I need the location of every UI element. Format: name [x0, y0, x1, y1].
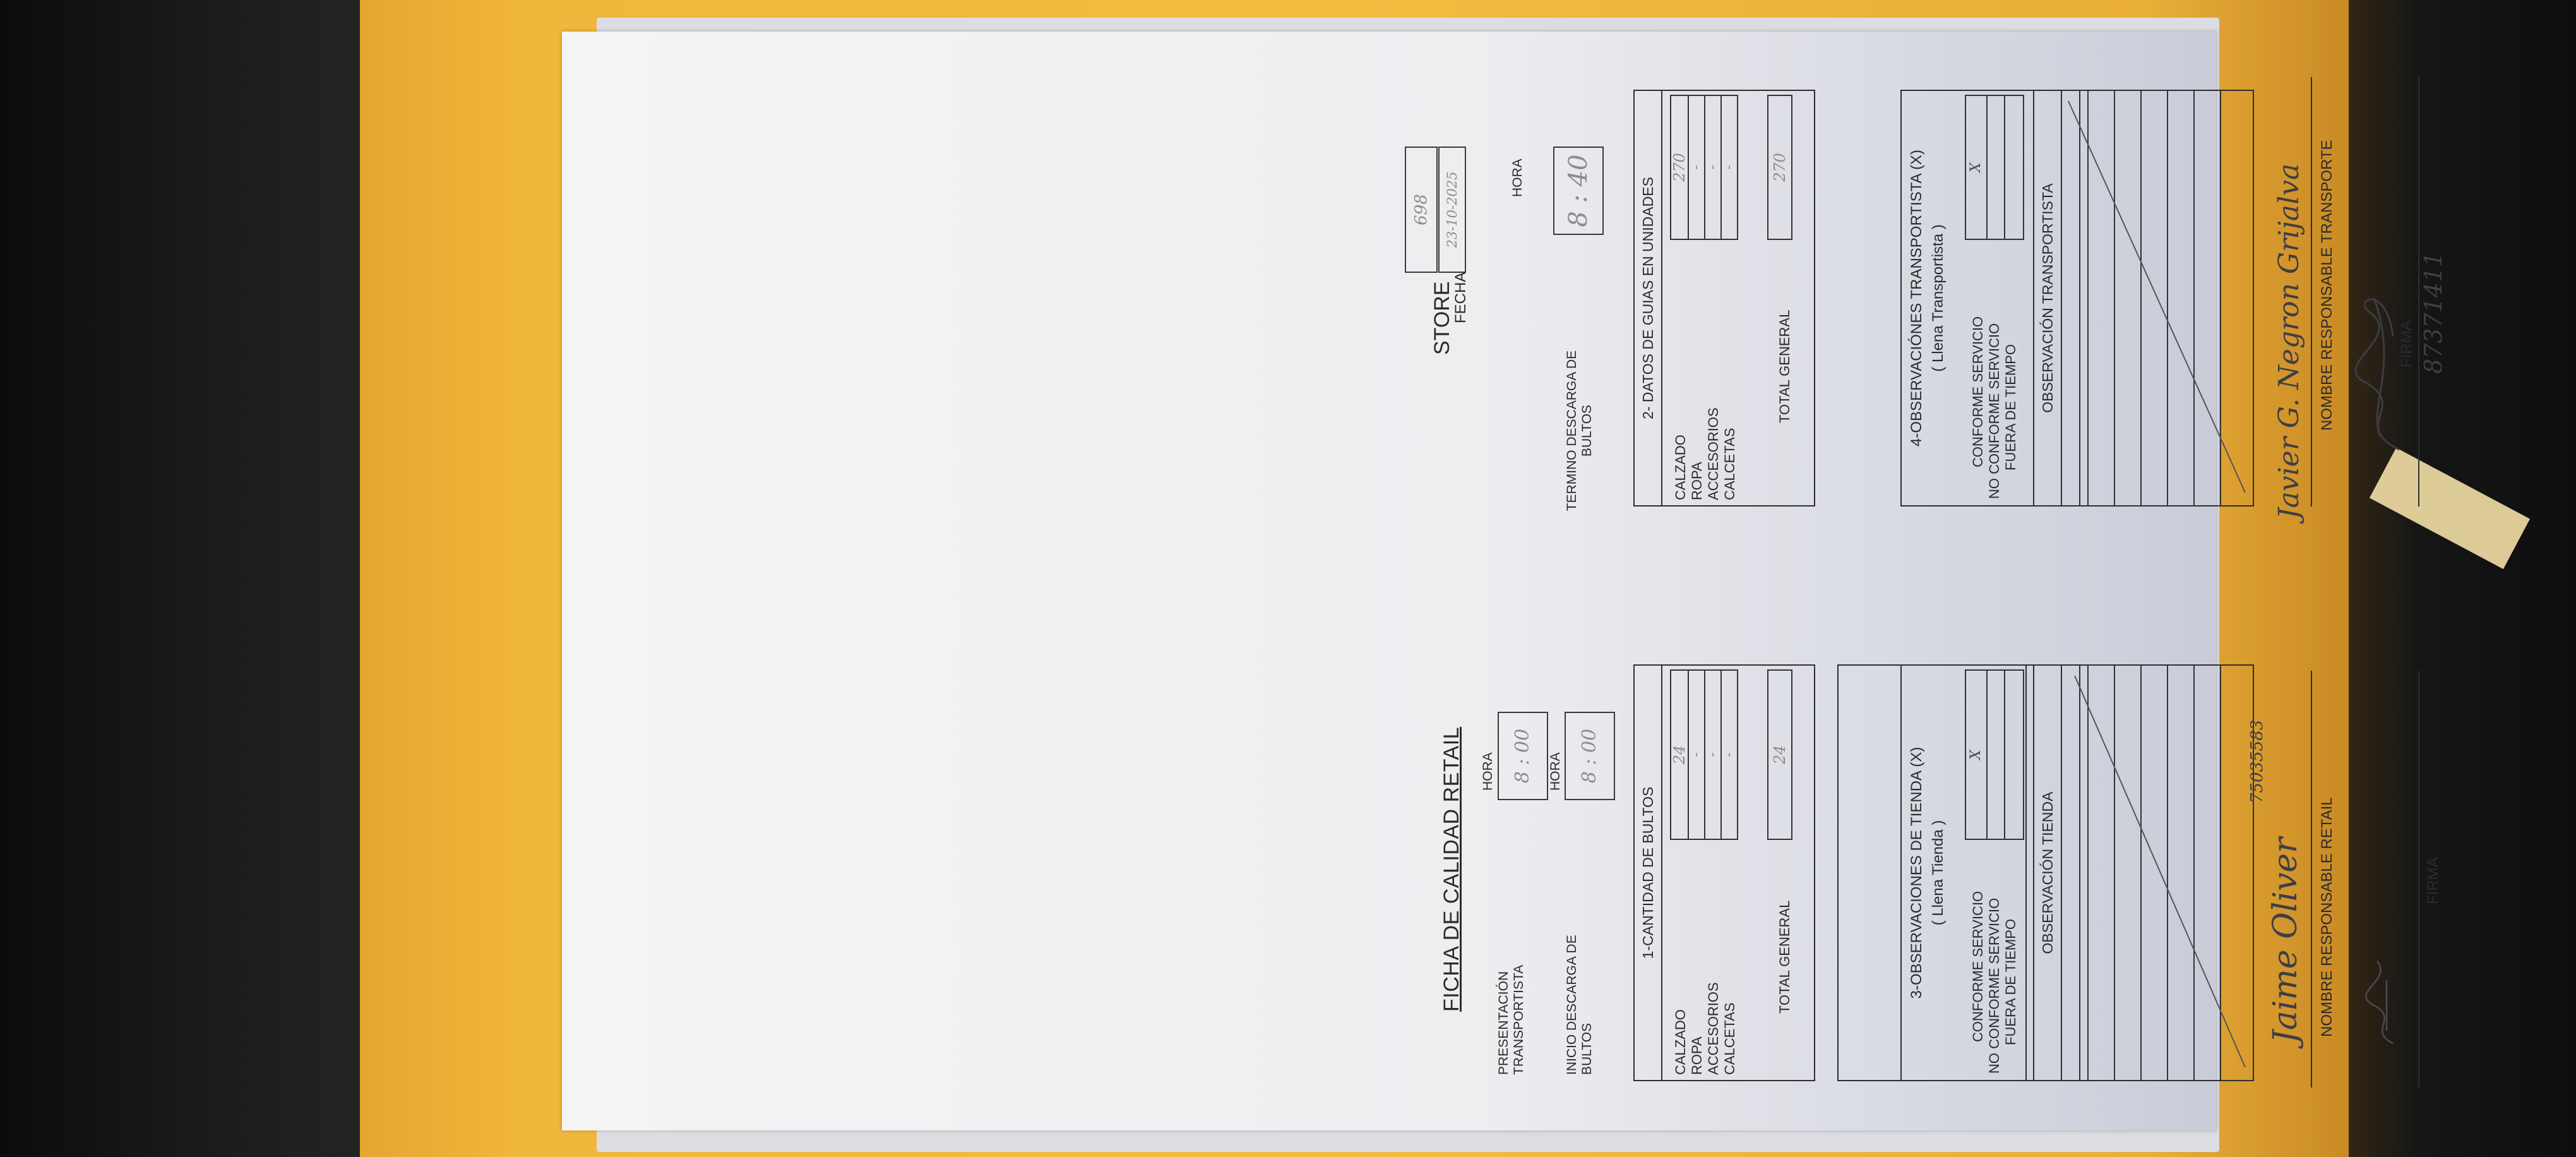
inicio-hora-label: HORA: [1548, 752, 1563, 791]
retail-firma-line: [2418, 671, 2419, 1088]
conforme-label: CONFORME SERVICIO: [1970, 316, 1986, 467]
row-label: CALCETAS: [1722, 428, 1738, 500]
presentacion-label: PRESENTACIÓN TRANSPORTISTA: [1496, 964, 1526, 1075]
accesorios-guias-cell: -: [1704, 95, 1722, 240]
quality-form-frame-signatures: [1389, 0, 2546, 1157]
termino-hora-label: HORA: [1510, 159, 1525, 197]
calcetas-guias-cell: -: [1720, 95, 1738, 240]
retail-firma-label: FIRMA: [2424, 857, 2442, 904]
transport-signature-scribble: [2342, 273, 2418, 462]
row-label: ROPA: [1689, 1036, 1705, 1075]
store-label: STORE: [1430, 281, 1454, 355]
fecha-value: 23-10-2025: [1438, 147, 1466, 273]
transport-name-handwritten: Javier G. Negron Grijalva: [2273, 163, 2305, 519]
retail-name-label: NOMBRE RESPONSABLE RETAIL: [2318, 797, 2335, 1037]
row-label: ACCESORIOS: [1705, 982, 1721, 1075]
section-3-subtitle: ( Llena Tienda ): [1929, 820, 1947, 926]
termino-descarga-label: TERMINO DESCARGA DE BULTOS: [1565, 350, 1594, 512]
presentacion-hora-label: HORA: [1481, 752, 1495, 791]
row-label: ACCESORIOS: [1705, 407, 1721, 500]
fuera-tiempo-label: FUERA DE TIEMPO: [2003, 918, 2018, 1045]
fecha-label: FECHA: [1452, 272, 1469, 323]
row-label: CALZADO: [1673, 435, 1688, 500]
no-conforme-label: NO CONFORME SERVICIO: [1986, 897, 2002, 1074]
presentacion-hora-value: 8 : 00: [1498, 712, 1548, 800]
total-general-label: TOTAL GENERAL: [1777, 309, 1792, 423]
inicio-hora-value: 8 : 00: [1565, 712, 1615, 800]
total-bultos-cell: 24: [1767, 669, 1792, 840]
retail-signature-scribble: [2361, 930, 2406, 1056]
observacion-transportista-title: OBSERVACIÓN TRANSPORTISTA: [2034, 91, 2062, 505]
calcetas-bultos-cell: -: [1720, 669, 1738, 840]
row-label: CALCETAS: [1722, 1002, 1738, 1075]
conforme-checkbox[interactable]: X: [1965, 669, 1988, 840]
retail-number-handwritten: 75035583: [2248, 719, 2267, 803]
calzado-guias-cell: 270: [1670, 95, 1689, 240]
no-conforme-label: NO CONFORME SERVICIO: [1986, 323, 2002, 499]
conforme-label: CONFORME SERVICIO: [1970, 890, 1986, 1042]
transport-number-handwritten: 87371411: [2419, 251, 2447, 374]
row-label: ROPA: [1689, 462, 1705, 500]
termino-hora-value: 8 : 40: [1553, 147, 1604, 235]
section-4-title: 4-OBSERVACIÓNES TRANSPORTISTA (X): [1908, 150, 1925, 447]
transport-name-label: NOMBRE RESPONSABLE TRANSPORTE: [2318, 140, 2335, 431]
section-2-title: 2- DATOS DE GUIAS EN UNIDADES: [1635, 91, 1662, 505]
transport-firma-label: FIRMA: [2398, 320, 2415, 368]
section-3-title: 3-OBSERVACIONES DE TIENDA (X): [1908, 746, 1925, 999]
section-1-title: 1-CANTIDAD DE BULTOS: [1635, 666, 1662, 1080]
transport-name-line: [2311, 77, 2312, 507]
inicio-descarga-label: INICIO DESCARGA DE BULTOS: [1565, 935, 1594, 1075]
ropa-bultos-cell: -: [1688, 669, 1705, 840]
accesorios-bultos-cell: -: [1704, 669, 1722, 840]
row-label: CALZADO: [1673, 1009, 1688, 1075]
section-4-subtitle: ( Llena Transportista ): [1929, 224, 1947, 372]
retail-name-handwritten: Jaime Oliver: [2267, 837, 2305, 1043]
calzado-bultos-cell: 24: [1670, 669, 1689, 840]
total-guias-cell: 270: [1767, 95, 1792, 240]
retail-name-line: [2311, 671, 2312, 1088]
conforme-checkbox[interactable]: X: [1965, 95, 1988, 240]
observacion-tienda-title: OBSERVACIÓN TIENDA: [2034, 666, 2062, 1080]
ropa-guias-cell: -: [1688, 95, 1705, 240]
fuera-tiempo-label: FUERA DE TIEMPO: [2003, 344, 2018, 471]
store-value: 698: [1405, 147, 1438, 273]
total-general-label: TOTAL GENERAL: [1777, 900, 1792, 1014]
quality-form-signatures: [1389, 0, 2546, 1157]
dark-background-left: [0, 0, 404, 1157]
form-title: FICHA DE CALIDAD RETAIL: [1440, 726, 1464, 1012]
